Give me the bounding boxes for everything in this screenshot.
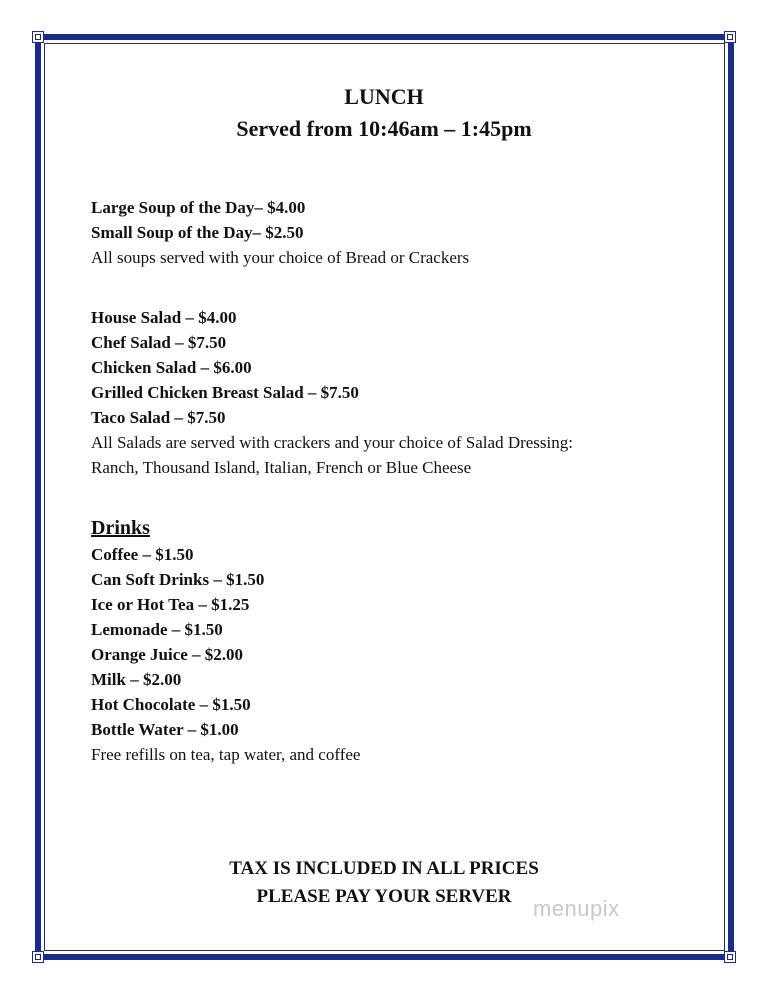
footer-line-2: PLEASE PAY YOUR SERVER [256, 886, 512, 907]
drinks-heading: Drinks [91, 517, 150, 539]
menu-item: Small Soup of the Day– $2.50 [91, 223, 304, 242]
corner-ornament-bottom-left [32, 951, 44, 963]
menu-item: Milk – $2.00 [91, 670, 182, 689]
salads-note-line-2: Ranch, Thousand Island, Italian, French or Blue Cheese [91, 458, 472, 477]
salads-note-line-1: All Salads are served with crackers and your choice of Salad Dressing: [91, 433, 573, 452]
menu-item: Orange Juice – $2.00 [91, 645, 244, 664]
drinks-section [91, 515, 691, 767]
corner-ornament-bottom-right [724, 951, 736, 963]
soups-note: All soups served with your choice of Bread or Crackers [91, 248, 470, 267]
menu-item: Hot Chocolate – $1.50 [91, 695, 251, 714]
footer-notice [0, 855, 768, 911]
menu-title: LUNCH [344, 84, 424, 109]
menu-item: Ice or Hot Tea – $1.25 [91, 595, 250, 614]
menu-content [91, 195, 691, 767]
footer-line-1: TAX IS INCLUDED IN ALL PRICES [229, 858, 539, 879]
menu-item: Chicken Salad – $6.00 [91, 358, 252, 377]
menu-item: Chef Salad – $7.50 [91, 333, 227, 352]
corner-ornament-top-right [724, 31, 736, 43]
drinks-note: Free refills on tea, tap water, and coffee [91, 745, 361, 764]
soups-section [91, 195, 691, 270]
menu-item: Lemonade – $1.50 [91, 620, 223, 639]
menu-item: Coffee – $1.50 [91, 545, 194, 564]
corner-ornament-top-left [32, 31, 44, 43]
menu-item: Bottle Water – $1.00 [91, 720, 239, 739]
menu-subtitle: Served from 10:46am – 1:45pm [236, 116, 532, 141]
menu-item: Large Soup of the Day– $4.00 [91, 198, 306, 217]
watermark: menupix [533, 896, 620, 921]
menu-item: Grilled Chicken Breast Salad – $7.50 [91, 383, 359, 402]
menu-item: Can Soft Drinks – $1.50 [91, 570, 265, 589]
menu-item: Taco Salad – $7.50 [91, 408, 226, 427]
salads-section [91, 305, 691, 480]
menu-item: House Salad – $4.00 [91, 308, 237, 327]
